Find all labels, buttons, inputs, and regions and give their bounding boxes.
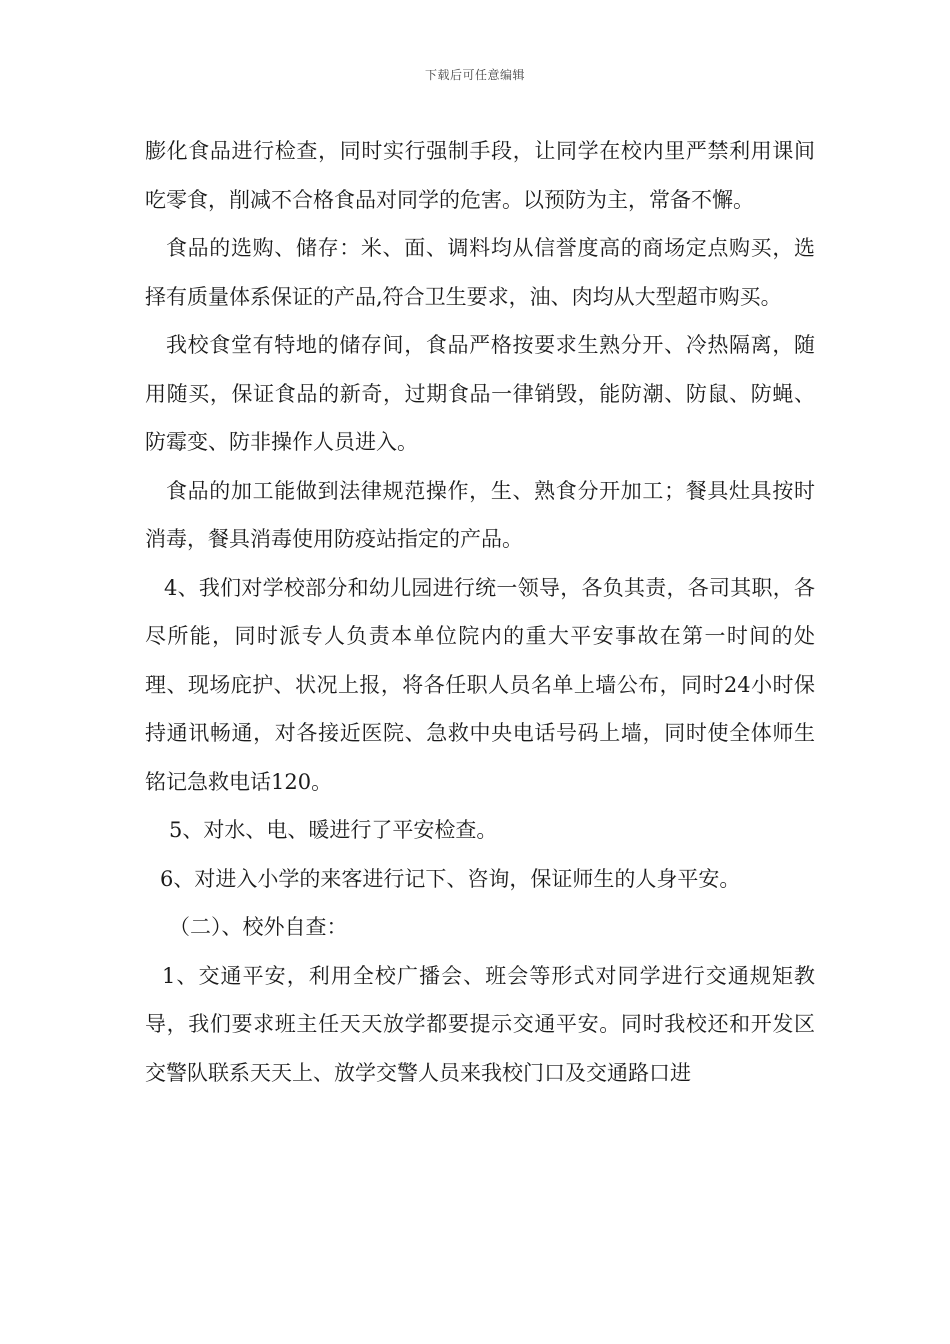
paragraph-item-6: 6、对进入小学的来客进行记下、咨询，保证师生的人身平安。 [160,866,741,891]
document-body [145,127,815,1097]
paragraph-item-5: 5、对水、电、暖进行了平安检查。 [169,818,498,842]
paragraph-food-purchase: 食品的选购、储存：米、面、调料均从信誉度高的商场定点购买，选择有质量体系保证的产品,符合卫生要求，油、肉均从大型超市购买。 [145,236,815,309]
page-header: 下载后可任意编辑 [424,68,525,82]
paragraph-traffic-safety: 1、交通平安，利用全校广播会、班会等形式对同学进行交通规矩教导，我们要求班主任天天放学都要提示交通平安。同时我校还和开发区交警队联系天天上、放学交警人员来我校门口及交通路口进 [145,963,815,1085]
paragraph-food-processing: 食品的加工能做到法律规范操作，生、熟食分开加工；餐具灶具按时消毒，餐具消毒使用防疫站指定的产品。 [145,478,815,551]
section-heading-off-campus: （二）、校外自查： [169,915,348,939]
paragraph-item-4: 4、我们对学校部分和幼儿园进行统一领导，各负其责，各司其职，各尽所能，同时派专人负责本单位院内的重大平安事故在第一时间的处理、现场庇护、状况上报，将各任职人员名单上墙公布，同时24小时保持通讯畅通，对各接近医院、急救中央电话号码上墙，同时使全体师生铭记急救电话120。 [145,575,815,794]
paragraph-food-storage: 我校食堂有特地的储存间，食品严格按要求生熟分开、冷热隔离，随用随买，保证食品的新奇，过期食品一律销毁，能防潮、防鼠、防蝇、防霉变、防非操作人员进入。 [145,333,815,454]
paragraph-food-inspection: 膨化食品进行检查，同时实行强制手段，让同学在校内里严禁利用课间吃零食，削减不合格食品对同学的危害。以预防为主，常备不懈。 [145,139,815,212]
